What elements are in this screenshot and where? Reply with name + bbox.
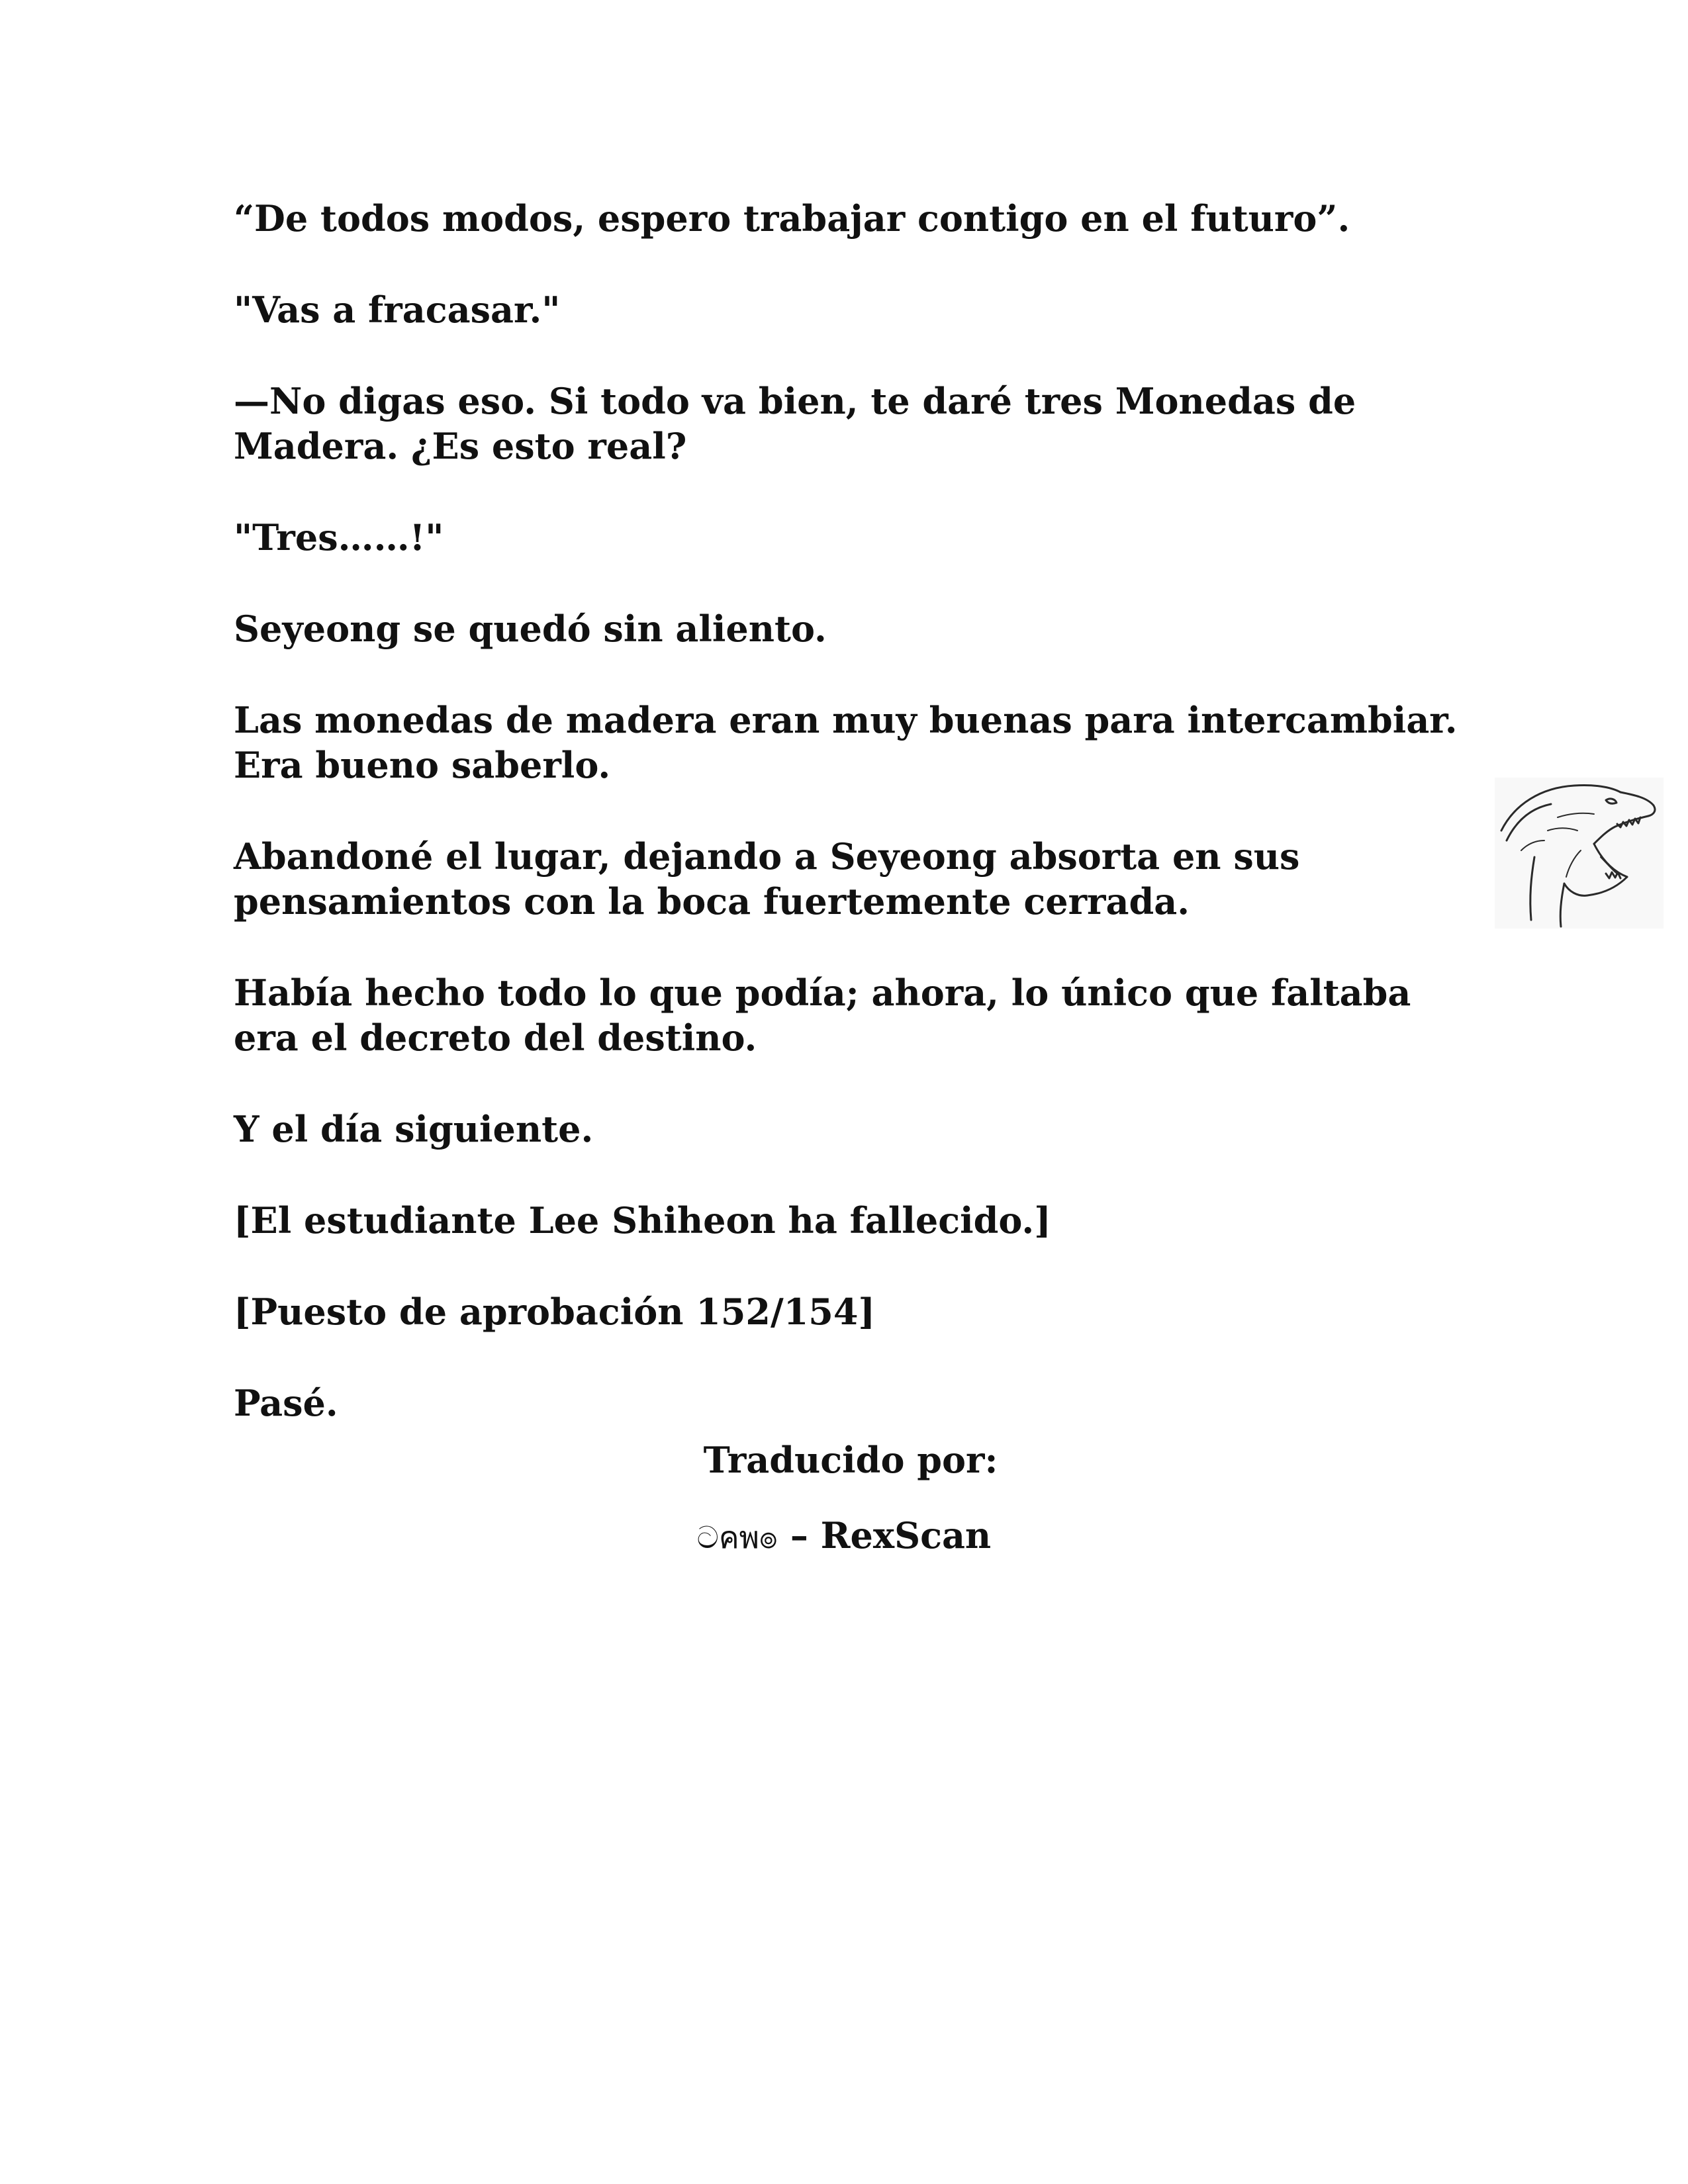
paragraph-1: “De todos modos, espero trabajar contigo en el futuro”. <box>234 197 1350 240</box>
paragraph-5: Seyeong se quedó sin aliento. <box>234 608 827 650</box>
credits-label: Traducido por: <box>703 1439 998 1481</box>
paragraph-4: "Tres……!" <box>234 516 444 559</box>
paragraph-8: Había hecho todo lo que podía; ahora, lo único que faltaba era el decreto del destino. <box>234 972 1411 1059</box>
translator-name: ටคพ๏ <box>696 1520 778 1555</box>
story-text <box>234 196 1491 1472</box>
paragraph-11: [Puesto de aprobación 152/154] <box>234 1291 875 1333</box>
paragraph-7: Abandoné el lugar, dejando a Seyeong absorta en sus pensamientos con la boca fuertemente cerrada. <box>234 835 1300 923</box>
paragraph-3: —No digas eso. Si todo va bien, te daré tres Monedas de Madera. ¿Es esto real? <box>234 380 1356 467</box>
paragraph-6: Las monedas de madera eran muy buenas para intercambiar. Era bueno saberlo. <box>234 699 1458 786</box>
credits-separator: – <box>778 1514 821 1557</box>
credits-line <box>0 1513 1688 1560</box>
dinosaur-head-sketch-icon <box>1495 778 1664 929</box>
paragraph-9: Y el día siguiente. <box>234 1108 594 1150</box>
paragraph-10: [El estudiante Lee Shiheon ha fallecido.] <box>234 1199 1051 1242</box>
scan-group-name: RexScan <box>820 1514 992 1557</box>
paragraph-2: "Vas a fracasar." <box>234 289 561 331</box>
paragraph-12: Pasé. <box>234 1382 338 1424</box>
